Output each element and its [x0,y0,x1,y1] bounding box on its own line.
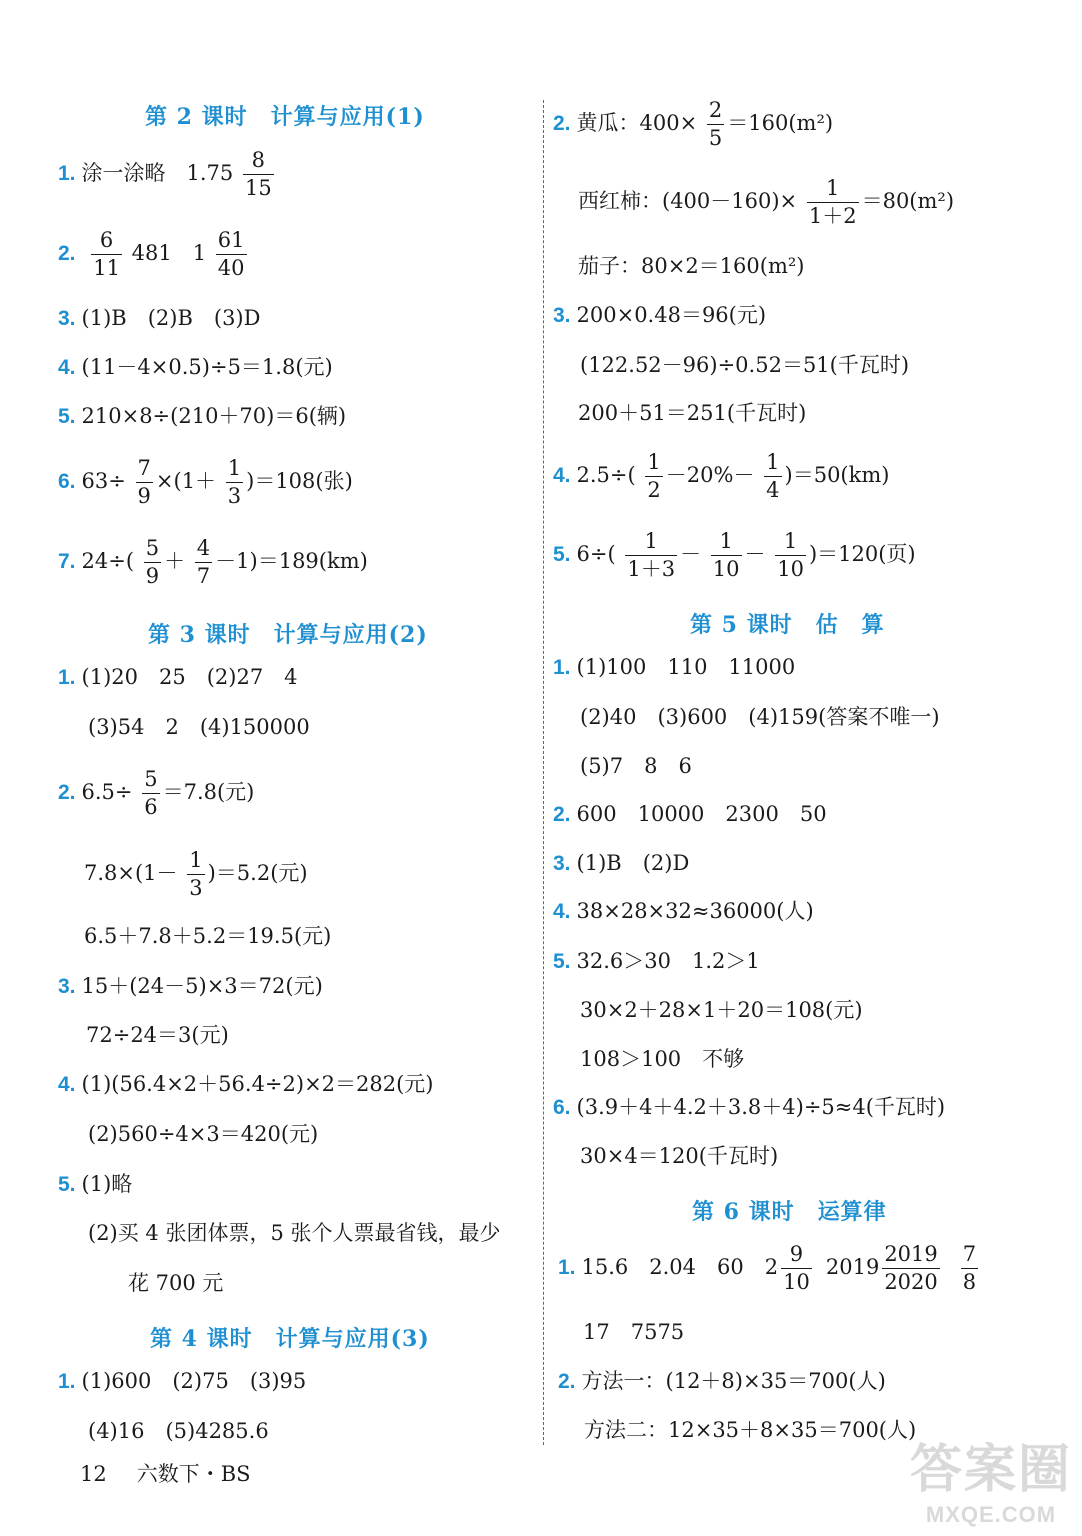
section-title-lesson3: 第 3 课时 计算与应用(2) [148,622,428,648]
answer-l3-q2-line3: 6.5＋7.8＋5.2＝19.5(元) [84,924,332,948]
answer-l3-q2-line2: 7.8×(1－ $\frac{1}{3}$ )＝5.2(元) [84,848,308,900]
answer-l3-q5-line3: 花 700 元 [128,1271,224,1295]
question-number: 1. [553,656,571,679]
answer-l4-q3 [553,305,766,326]
answer-text: 481 1 [131,241,207,265]
answer-l3-q5 [58,1174,132,1195]
answer-l4-q1-cont: (4)16 (5)4285.6 [88,1419,269,1443]
answer-l5-q1-line3: (5)7 8 6 [580,754,692,778]
question-number: 1. [58,1370,76,1393]
question-number: 6. [553,1096,571,1119]
fraction: $\frac{7}{8}$ [962,1242,977,1294]
fraction: $\frac{1}{1+2}$ [808,176,857,228]
answer-l3-q2: 2. 6.5÷ $\frac{5}{6}$ ＝7.8(元) [58,767,255,819]
question-number: 2. [58,242,76,265]
answer-l3-q4-cont: (2)560÷4×3＝420(元) [88,1122,319,1146]
answer-text: (1)B (2)B (3)D [81,306,261,330]
answer-l4-q1 [58,1371,306,1392]
answer-text: (1)(56.4×2＋56.4÷2)×2＝282(元) [81,1072,434,1096]
fraction: $\frac{6}{11}$ [93,228,120,280]
question-number: 2. [558,1370,576,1393]
answer-l3-q1-cont: (3)54 2 (4)150000 [88,715,310,739]
question-number: 5. [58,405,76,428]
question-number: 4. [58,356,76,379]
answer-l5-q6 [553,1097,945,1118]
question-number: 5. [553,543,571,566]
fraction: $\frac{1}{10}$ [712,529,740,581]
answer-l2-q7: 7. 24÷( $\frac{5}{9}$ ＋ $\frac{4}{7}$ －1)＝189(km) [58,536,368,588]
answer-l3-q1 [58,667,298,688]
fraction: $\frac{2}{5}$ [708,98,723,150]
answer-l4-q2: 2. 黄瓜：400× $\frac{2}{5}$ ＝160(m²) [553,98,834,150]
answer-l5-q3 [553,853,689,874]
question-number: 2. [58,781,76,804]
answer-text: 方法一：(12＋8)×35＝700(人) [581,1369,886,1393]
section-title-lesson6: 第 6 课时 运算律 [692,1199,887,1225]
answer-l5-q6-cont: 30×4＝120(千瓦时) [580,1144,779,1168]
answer-l2-q6: 6. 63÷ $\frac{7}{9}$ ×(1＋ $\frac{1}{3}$ )＝108(张) [58,456,353,508]
fraction: $\frac{61}{40}$ [217,228,245,280]
fraction: $\frac{1}{1+3}$ [627,529,676,581]
answer-text: 600 10000 2300 50 [576,802,827,826]
answer-l3-q4 [58,1074,434,1095]
fraction: $\frac{1}{4}$ [766,450,780,502]
watermark-url: MXQE.COM [925,1502,1057,1527]
answer-l6-q1-cont: 17 7575 [583,1320,685,1344]
answer-l2-q4 [58,357,333,378]
fraction: $\frac{5}{9}$ [145,536,160,588]
answer-l2-q3 [58,308,260,329]
answer-l5-q5-line3: 108＞100 不够 [580,1047,745,1071]
question-number: 1. [58,666,76,689]
question-number: 5. [553,950,571,973]
section-title-lesson5: 第 5 课时 估 算 [690,612,885,638]
question-number: 1. [558,1256,576,1279]
question-number: 3. [553,304,571,327]
answer-l5-q5 [553,951,760,972]
question-number: 4. [58,1073,76,1096]
fraction: $\frac{1}{3}$ [227,456,242,508]
question-number: 1. [58,162,76,185]
fraction: $\frac{8}{15}$ [244,148,272,200]
answer-text: 15＋(24－5)×3＝72(元) [81,974,323,998]
question-number: 2. [553,112,571,135]
section-title-lesson2: 第 2 课时 计算与应用(1) [145,104,425,130]
question-number: 3. [58,975,76,998]
question-number: 4. [553,464,571,487]
answer-l5-q1 [553,657,795,678]
answer-l3-q3 [58,976,323,997]
question-number: 3. [58,307,76,330]
fraction: $\frac{1}{3}$ [189,848,203,900]
answer-l2-q2 [58,230,250,279]
answer-text: 涂一涂略 1.75 [81,161,234,185]
question-number: 4. [553,900,571,923]
answer-l2-q1 [58,150,277,199]
answer-l4-q3-line2: (122.52－96)÷0.52＝51(千瓦时) [580,353,910,377]
answer-text: 210×8÷(210＋70)＝6(辆) [81,404,347,428]
section-title-lesson4: 第 4 课时 计算与应用(3) [150,1326,430,1352]
answer-text: (3.9＋4＋4.2＋3.8＋4)÷5≈4(千瓦时) [576,1095,946,1119]
answer-l5-q2 [553,804,827,825]
answer-l6-q2-cont: 方法二：12×35＋8×35＝700(人) [584,1418,917,1442]
watermark-text: 答案圈 [909,1441,1072,1499]
answer-text: (1)B (2)D [576,851,690,875]
answer-l3-q5-line2: (2)买 4 张团体票，5 张个人票最省钱，最少 [88,1221,501,1245]
answer-text: (1)100 110 11000 [576,655,796,679]
book-label: 六数下・BS [136,1462,251,1486]
fraction: $\frac{9}{10}$ [783,1242,810,1294]
fraction: $\frac{1}{10}$ [777,529,804,581]
question-number: 7. [58,550,76,573]
answer-l4-q5: 5. 6÷( $\frac{1}{1+3}$ － $\frac{1}{10}$ － $\frac{1}{10}$ )＝120(页) [553,529,916,581]
answer-l2-q5 [58,406,346,427]
fraction: $\frac{4}{7}$ [196,536,211,588]
fraction: $\frac{1}{2}$ [647,450,661,502]
question-number: 3. [553,852,571,875]
answer-l5-q4 [553,901,814,922]
answer-text: (11－4×0.5)÷5＝1.8(元) [81,355,333,379]
answer-l3-q3-cont: 72÷24＝3(元) [86,1023,229,1047]
page-number: 12 [80,1462,107,1486]
watermark-logo [910,1427,1072,1528]
answer-text: (1)20 25 (2)27 4 [81,665,298,689]
answer-text: 200×0.48＝96(元) [576,303,767,327]
answer-text: (1)略 [81,1172,133,1196]
question-number: 2. [553,803,571,826]
page-footer [80,1458,281,1488]
answer-l6-q1: 1. 15.6 2.04 60 2 $\frac{9}{10}$ 2019 $\frac{2019}{2020}$ $\frac{7}{8}$ [558,1242,977,1294]
fraction: $\frac{2019}{2020}$ [884,1242,938,1294]
question-number: 5. [58,1173,76,1196]
fraction: $\frac{5}{6}$ [144,767,158,819]
question-number: 6. [58,470,76,493]
answer-l4-q2-line3: 茄子：80×2＝160(m²) [578,254,805,278]
answer-l4-q2-line2: 西红柿：(400－160)× $\frac{1}{1+2}$ ＝80(m²) [578,176,955,228]
column-divider [543,100,544,1445]
answer-l6-q2 [558,1371,886,1392]
answer-text: 38×28×32≈36000(人) [576,899,814,923]
answer-l5-q5-line2: 30×2＋28×1＋20＝108(元) [580,998,863,1022]
answer-l4-q3-line3: 200＋51＝251(千瓦时) [578,401,807,425]
answer-text: (1)600 (2)75 (3)95 [81,1369,307,1393]
answer-text: 32.6＞30 1.2＞1 [576,949,760,973]
answer-l4-q4: 4. 2.5÷( $\frac{1}{2}$ －20%－ $\frac{1}{4}$ )＝50(km) [553,450,890,502]
answer-l5-q1-line2: (2)40 (3)600 (4)159(答案不唯一) [580,705,940,729]
fraction: $\frac{7}{9}$ [137,456,151,508]
